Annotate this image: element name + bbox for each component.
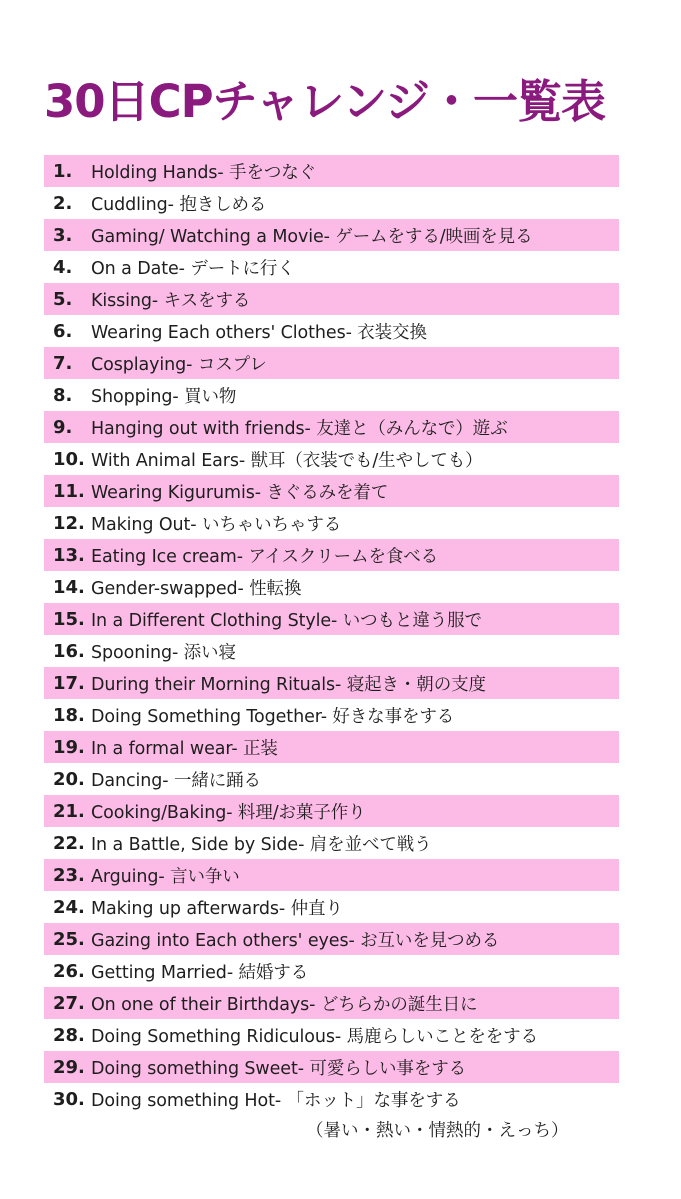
list-item xyxy=(44,1083,619,1115)
list-item xyxy=(44,827,619,859)
item-text: Doing Something Ridiculous- 馬鹿らしいことををする xyxy=(91,1026,538,1047)
challenge-list xyxy=(44,155,619,1115)
item-number: 1. xyxy=(53,160,73,182)
list-item xyxy=(44,507,619,539)
item-number: 22. xyxy=(53,832,85,854)
item-number: 14. xyxy=(53,576,85,598)
list-item xyxy=(44,155,619,187)
item-text: Eating Ice cream- アイスクリームを食べる xyxy=(91,546,439,567)
item-number: 28. xyxy=(53,1024,85,1046)
list-item xyxy=(44,283,619,315)
list-item xyxy=(44,379,619,411)
item-number: 17. xyxy=(53,672,85,694)
item-text: Making Out- いちゃいちゃする xyxy=(91,514,342,535)
item-number: 29. xyxy=(53,1056,85,1078)
item-text: Shopping- 買い物 xyxy=(91,386,237,407)
item-text: Gender-swapped- 性転換 xyxy=(91,578,302,599)
item-number: 20. xyxy=(53,768,85,790)
list-item xyxy=(44,1019,619,1051)
item-number: 15. xyxy=(53,608,85,630)
item-number: 27. xyxy=(53,992,85,1014)
list-item xyxy=(44,251,619,283)
item-text: In a formal wear- 正装 xyxy=(91,738,278,759)
item-text: Wearing Each others' Clothes- 衣装交換 xyxy=(91,322,427,343)
item-text: On a Date- デートに行く xyxy=(91,258,295,279)
list-item xyxy=(44,315,619,347)
item-30-note: （暑い・熱い・情熱的・えっち） xyxy=(306,1121,569,1141)
list-item xyxy=(44,443,619,475)
page-title: 30日CPチャレンジ・一覧表 xyxy=(44,75,606,128)
list-item xyxy=(44,955,619,987)
item-text: Holding Hands- 手をつなぐ xyxy=(91,162,317,183)
item-number: 8. xyxy=(53,384,73,406)
item-number: 24. xyxy=(53,896,85,918)
item-number: 4. xyxy=(53,256,73,278)
item-text: Kissing- キスをする xyxy=(91,290,251,311)
item-text: Gazing into Each others' eyes- お互いを見つめる xyxy=(91,930,500,951)
list-item xyxy=(44,763,619,795)
item-text: With Animal Ears- 獣耳（衣装でも/生やしても） xyxy=(91,450,483,471)
list-item xyxy=(44,571,619,603)
item-number: 16. xyxy=(53,640,85,662)
list-item xyxy=(44,1051,619,1083)
item-text: In a Different Clothing Style- いつもと違う服で xyxy=(91,610,482,631)
item-text: Arguing- 言い争い xyxy=(91,866,240,887)
item-text: Wearing Kigurumis- きぐるみを着て xyxy=(91,482,389,503)
list-item xyxy=(44,987,619,1019)
item-number: 9. xyxy=(53,416,73,438)
item-number: 12. xyxy=(53,512,85,534)
item-text: In a Battle, Side by Side- 肩を並べて戦う xyxy=(91,834,432,855)
item-number: 26. xyxy=(53,960,85,982)
item-text: Hanging out with friends- 友達と（みんなで）遊ぶ xyxy=(91,418,508,439)
list-item xyxy=(44,699,619,731)
list-item xyxy=(44,923,619,955)
list-item xyxy=(44,411,619,443)
item-text: Dancing- 一緒に踊る xyxy=(91,770,261,791)
item-number: 6. xyxy=(53,320,73,342)
item-text: On one of their Birthdays- どちらかの誕生日に xyxy=(91,994,478,1015)
item-text: During their Morning Rituals- 寝起き・朝の支度 xyxy=(91,674,486,695)
list-item xyxy=(44,891,619,923)
item-text: Spooning- 添い寝 xyxy=(91,642,236,663)
list-item xyxy=(44,667,619,699)
item-text: Doing something Sweet- 可愛らしい事をする xyxy=(91,1058,467,1079)
item-text: Doing something Hot- 「ホット」な事をする xyxy=(91,1090,461,1111)
item-number: 10. xyxy=(53,448,85,470)
item-text: Cuddling- 抱きしめる xyxy=(91,194,267,215)
item-number: 21. xyxy=(53,800,85,822)
item-text: Cosplaying- コスプレ xyxy=(91,354,267,375)
list-item xyxy=(44,603,619,635)
item-text: Gaming/ Watching a Movie- ゲームをする/映画を見る xyxy=(91,226,533,247)
item-text: Doing Something Together- 好きな事をする xyxy=(91,706,455,727)
item-number: 30. xyxy=(53,1088,85,1110)
item-number: 2. xyxy=(53,192,73,214)
list-item xyxy=(44,635,619,667)
item-number: 7. xyxy=(53,352,73,374)
item-text: Cooking/Baking- 料理/お菓子作り xyxy=(91,802,366,823)
item-number: 18. xyxy=(53,704,85,726)
item-number: 23. xyxy=(53,864,85,886)
item-text: Getting Married- 結婚する xyxy=(91,962,309,983)
list-item xyxy=(44,731,619,763)
item-number: 25. xyxy=(53,928,85,950)
list-item xyxy=(44,795,619,827)
item-number: 13. xyxy=(53,544,85,566)
list-item xyxy=(44,219,619,251)
list-item xyxy=(44,475,619,507)
list-item xyxy=(44,187,619,219)
item-number: 11. xyxy=(53,480,85,502)
item-number: 19. xyxy=(53,736,85,758)
item-number: 5. xyxy=(53,288,73,310)
item-text: Making up afterwards- 仲直り xyxy=(91,898,343,919)
list-item xyxy=(44,539,619,571)
list-item xyxy=(44,859,619,891)
list-item xyxy=(44,347,619,379)
item-number: 3. xyxy=(53,224,73,246)
